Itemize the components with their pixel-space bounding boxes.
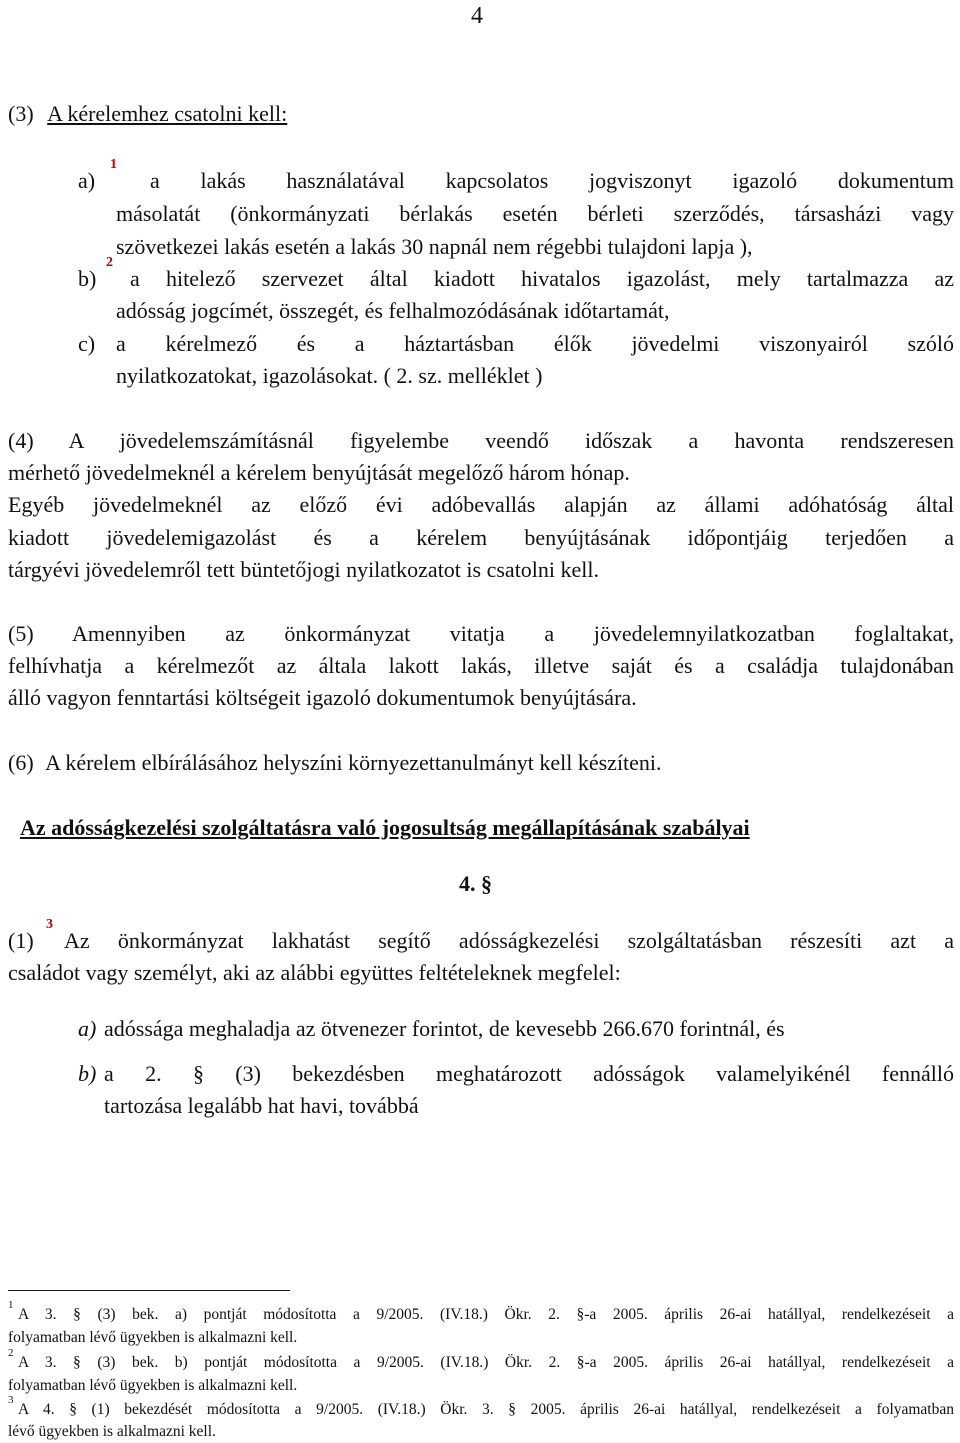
para3-heading-text: A kérelemhez csatolni kell:: [47, 101, 288, 126]
para6-number: (6): [8, 750, 34, 775]
para3-item-a-line2: másolatát (önkormányzati bérlakás esetén bérleti szerződés, társasházi vagy: [116, 201, 954, 226]
para4-line4: kiadott jövedelemigazolást és a kérelem benyújtásának időpontjáig terjedően a: [8, 525, 954, 550]
footnote-3-line2: lévő ügyekben is alkalmazni kell.: [8, 1423, 216, 1440]
para3-item-b-line1: a hitelező szervezet által kiadott hivatalos igazolást, mely tartalmazza az: [130, 266, 954, 291]
s4p1-number: (1): [8, 928, 34, 953]
para3-item-c-label: c): [78, 331, 96, 356]
para3-item-a-line1: a lakás használatával kapcsolatos jogviszonyt igazoló dokumentum: [150, 168, 954, 193]
para4-line2: mérhető jövedelmeknél a kérelem benyújtását megelőző három hónap.: [8, 460, 630, 485]
para3-item-a-label: a): [78, 168, 96, 193]
footnote-1-sup: 1: [8, 1299, 14, 1311]
para3-item-b-line2: adósság jogcímét, összegét, és felhalmozódásának időtartamát,: [116, 298, 670, 323]
footnote-2-line2: folyamatban lévő ügyekben is alkalmazni kell.: [8, 1377, 298, 1394]
footnote-3-line1: A 4. § (1) bekezdését módosította a 9/2005. (IV.18.) Ökr. 3. § 2005. április 26-ai hatállyal, rendelkezéseit a folyamatban: [18, 1401, 954, 1418]
para3-item-c-line2: nyilatkozatokat, igazolásokat. ( 2. sz. melléklet ): [116, 363, 543, 388]
footnote-ref-2: 2: [106, 255, 113, 270]
para3-item-a-line3: szövetkezei lakás esetén a lakás 30 napnál nem régebbi tulajdoni lapja ),: [116, 234, 753, 259]
s4p1-line2: családot vagy személyt, aki az alábbi együttes feltételeknek megfelel:: [8, 960, 621, 985]
page-number: 4: [471, 3, 483, 29]
section-title: Az adósságkezelési szolgáltatásra való jogosultság megállapításának szabályai: [20, 815, 750, 840]
para3-item-c-line1: a kérelmező és a háztartásban élők jövedelmi viszonyairól szóló: [116, 331, 954, 356]
footnote-2-line1: A 3. § (3) bek. b) pontját módosította a 9/2005. (IV.18.) Ökr. 2. §-a 2005. április 26-ai hatállyal, rendelkezéseit a: [18, 1354, 954, 1371]
para3-heading: [8, 103, 287, 125]
s4p1-item-b-label: b): [78, 1061, 97, 1086]
section-number: 4. §: [459, 871, 492, 896]
footnote-ref-1: 1: [110, 157, 117, 172]
s4p1-item-a-label: a): [78, 1016, 97, 1041]
footnote-ref-3: 3: [46, 917, 53, 932]
para5-line2: felhívhatja a kérelmezőt az általa lakott lakás, illetve saját és a családja tulajdonában: [8, 653, 954, 678]
para3-number: (3): [8, 101, 34, 126]
s4p1-item-b-line2: tartozása legalább hat havi, továbbá: [104, 1093, 419, 1118]
para3-item-b-label: b): [78, 266, 97, 291]
para5-line3: álló vagyon fenntartási költségeit igazoló dokumentumok benyújtására.: [8, 685, 637, 710]
para6: [8, 752, 662, 774]
s4p1-line1: Az önkormányzat lakhatást segítő adósságkezelési szolgáltatásban részesíti azt a: [64, 928, 954, 953]
para6-text: A kérelem elbírálásához helyszíni környezettanulmányt kell készíteni.: [45, 750, 662, 775]
footnote-separator: [8, 1290, 290, 1291]
para5-line1: (5) Amennyiben az önkormányzat vitatja a jövedelemnyilatkozatban foglaltakat,: [8, 621, 954, 646]
footnote-3-sup: 3: [8, 1394, 14, 1406]
para4-line1: (4) A jövedelemszámításnál figyelembe veendő időszak a havonta rendszeresen: [8, 428, 954, 453]
footnote-2-sup: 2: [8, 1347, 14, 1359]
s4p1-item-b-line1: a 2. § (3) bekezdésben meghatározott adósságok valamelyikénél fennálló: [104, 1061, 954, 1086]
footnote-1-line2: folyamatban lévő ügyekben is alkalmazni kell.: [8, 1329, 298, 1346]
footnote-1-line1: A 3. § (3) bek. a) pontját módosította a 9/2005. (IV.18.) Ökr. 2. §-a 2005. április 26-ai hatállyal, rendelkezéseit a: [18, 1306, 954, 1323]
s4p1-item-a-text: adóssága meghaladja az ötvenezer forintot, de kevesebb 266.670 forintnál, és: [104, 1016, 785, 1041]
para4-line3: Egyéb jövedelmeknél az előző évi adóbevallás alapján az állami adóhatóság által: [8, 492, 954, 517]
para4-line5: tárgyévi jövedelemről tett büntetőjogi nyilatkozatot is csatolni kell.: [8, 557, 600, 582]
